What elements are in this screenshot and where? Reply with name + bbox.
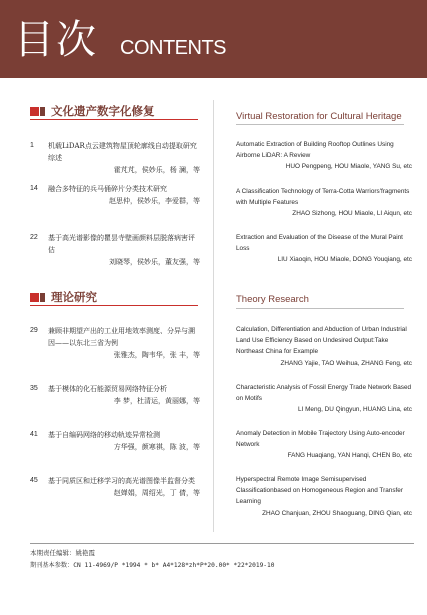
entry-title-en: Extraction and Evaluation of the Disease of the Mural Paint Loss (236, 234, 403, 253)
section-title-en: Theory Research (236, 294, 309, 305)
toc-entry-en[interactable] (236, 474, 412, 519)
entry-authors-cn: 张雅杰，陶韦华，张 丰，等 (113, 351, 200, 359)
entry-title-en: Anomaly Detection in Mobile Trajectory Using Auto-encoder Network (236, 430, 405, 449)
entry-authors-en: ZHANG Yajie, TAO Weihua, ZHANG Feng, etc (280, 359, 412, 367)
entry-title-cn: 融合多特征的兵马俑碎片分类技术研究 (48, 185, 167, 193)
toc-entry-cn[interactable] (30, 232, 200, 268)
entry-authors-cn: 方华强，颜寒祺，陈 波，等 (113, 443, 200, 451)
contents-header (0, 0, 427, 78)
header-title-cn: 目次 (14, 17, 98, 63)
footer-rule (30, 543, 414, 544)
section-heading-cn (30, 289, 97, 305)
entry-authors-cn: 赵婵娟，周绍光，丁 倩，等 (113, 489, 200, 497)
column-divider (213, 100, 214, 532)
entry-authors-cn: 赵思仲，侯妙乐，李爱群，等 (109, 197, 200, 205)
page-number: 14 (30, 185, 38, 192)
section-title-en: Virtual Restoration for Cultural Heritage (236, 111, 402, 122)
toc-entry-en[interactable] (236, 428, 412, 462)
entry-title-en: Characteristic Analysis of Fossil Energy Trade Network Based on Motifs (236, 384, 412, 403)
header-title-en: CONTENTS (120, 37, 226, 59)
entry-title-en: Automatic Extraction of Building Rooftop Outlines Using Airborne LiDAR: A Review (236, 141, 394, 160)
page-number: 35 (30, 385, 38, 392)
toc-entry-cn[interactable] (30, 383, 200, 407)
toc-entry-en[interactable] (236, 232, 412, 266)
entry-authors-en: ZHAO Chanjuan, ZHOU Shaoguang, DING Qian, etc (262, 509, 412, 517)
footer-journal-params: 期刊基本参数：CN 11-4969/P *1994 * b* A4*128*zh*P*20.00* *22*2019-10 (30, 562, 275, 569)
toc-entry-en[interactable] (236, 139, 412, 173)
entry-authors-cn: 李 梦，杜清运，黄丽娜，等 (113, 397, 200, 405)
toc-entry-cn[interactable] (30, 429, 200, 453)
entry-title-en: A Classification Technology of Terra-Cotta Warriors'fragments with Multiple Features (236, 188, 410, 207)
footer-editor: 本期责任编辑：姚艳霞 (30, 549, 95, 557)
section-marker-icon (40, 293, 45, 302)
entry-title-en: Calculation, Differentiation and Abduction of Urban Industrial Land Use Efficiency Based on Undesired Output:Take Northeast China for Example (236, 326, 407, 356)
toc-entry-en[interactable] (236, 324, 412, 369)
page-number: 1 (30, 142, 34, 149)
entry-title-cn: 基于高光谱影像的瞿昙寺壁画颜料层脱落病害评估 (48, 234, 195, 254)
section-rule (236, 124, 404, 125)
entry-authors-cn: 刘晓琴，侯妙乐，董友强，等 (109, 258, 200, 266)
toc-entry-cn[interactable] (30, 140, 200, 176)
entry-title-cn: 机载LiDAR点云建筑物屋顶轮廓线自动提取研究综述 (48, 142, 197, 162)
section-marker-icon (40, 107, 45, 116)
toc-entry-cn[interactable] (30, 325, 200, 361)
section-heading-cn (30, 103, 155, 119)
entry-authors-cn: 霍芃芃，侯妙乐，杨 澜，等 (113, 166, 200, 174)
page-number: 29 (30, 327, 38, 334)
section-rule (30, 305, 198, 306)
entry-title-cn: 兼顾非期望产出的工业用地效率测度、分异与溯因——以东北三省为例 (48, 327, 195, 347)
entry-title-cn: 基于同质区和迁移学习的高光谱图像半监督分类 (48, 477, 195, 485)
page-number: 22 (30, 234, 38, 241)
section-marker-icon (30, 107, 39, 116)
entry-title-cn: 基于模体的化石能源贸易网络特征分析 (48, 385, 167, 393)
entry-authors-en: LI Meng, DU Qingyun, HUANG Lina, etc (297, 406, 412, 414)
entry-authors-en: HUO Pengpeng, HOU Miaole, YANG Su, etc (285, 163, 412, 171)
page-number: 41 (30, 431, 38, 438)
toc-entry-cn[interactable] (30, 475, 200, 499)
page-number: 45 (30, 477, 38, 484)
toc-entry-en[interactable] (236, 382, 412, 416)
toc-entry-cn[interactable] (30, 183, 200, 207)
entry-authors-en: FANG Huaqiang, YAN Hanqi, CHEN Bo, etc (287, 452, 412, 460)
section-marker-icon (30, 293, 39, 302)
entry-authors-en: ZHAO Sizhong, HOU Miaole, LI Aiqun, etc (292, 210, 412, 218)
entry-title-en: Hyperspectral Remote Image Semisupervised Classificationbased on Homogeneous Region and Transfer Learning (236, 476, 403, 506)
section-title-cn: 理论研究 (51, 290, 97, 304)
entry-authors-en: LIU Xiaoqin, HOU Miaole, DONG Youqiang, etc (277, 256, 412, 264)
section-title-cn: 文化遗产数字化修复 (51, 104, 155, 118)
section-rule (30, 119, 198, 120)
section-rule (236, 308, 404, 309)
entry-title-cn: 基于自编码网络的移动轨迹异常检测 (48, 431, 160, 439)
toc-entry-en[interactable] (236, 186, 412, 220)
